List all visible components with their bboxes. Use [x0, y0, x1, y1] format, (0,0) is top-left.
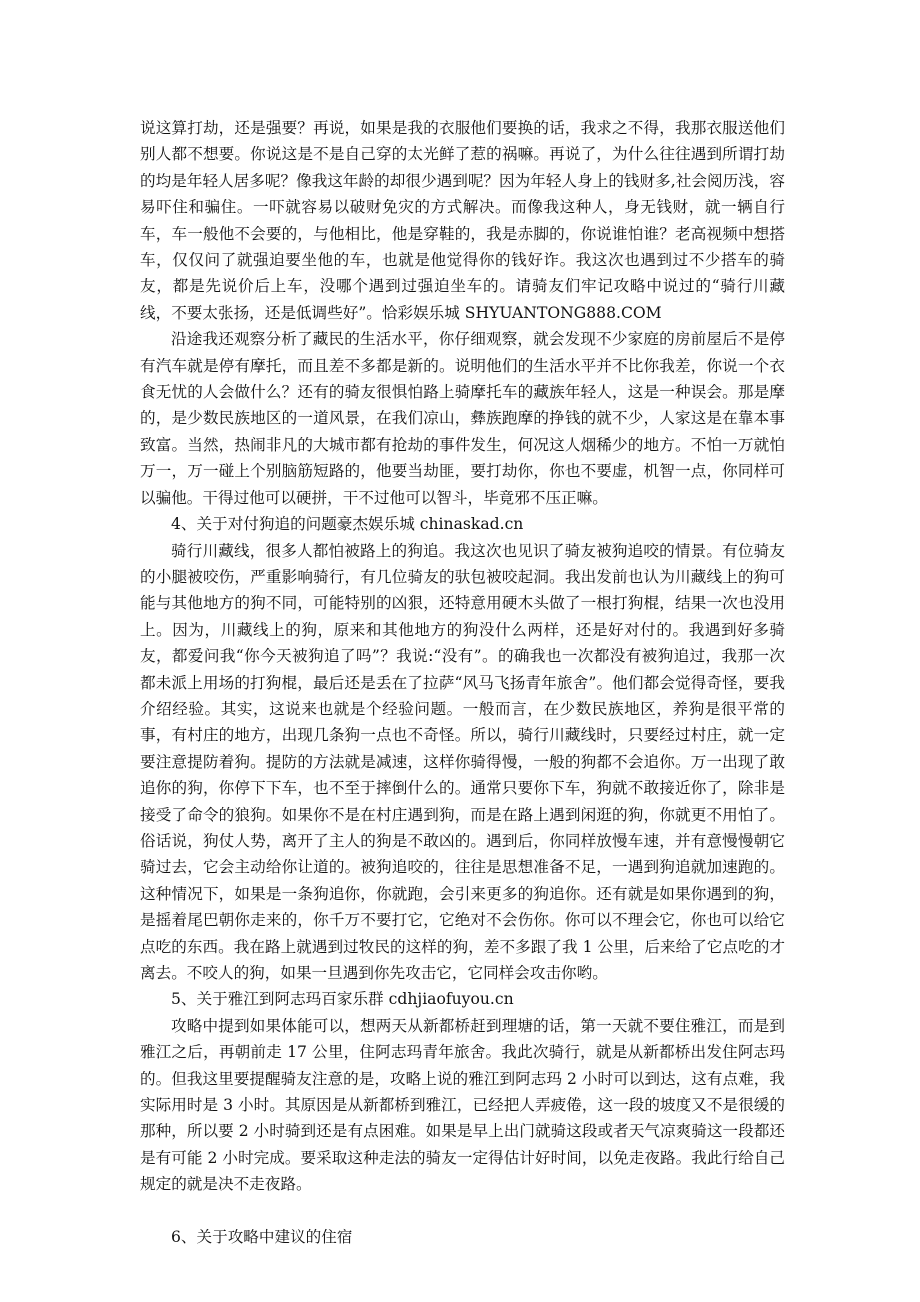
section-heading-5-yajiang-azhima: 5、关于雅江到阿志玛百家乐群 cdhjiaofuyou.cn	[171, 990, 514, 1009]
paragraph-dog-chasing-advice: 骑行川藏线，很多人都怕被路上的狗追。我这次也见识了骑友被狗追咬的情景。有位骑友的小腿被咬伤，严重影响骑行，有几位骑友的驮包被咬起洞。我出发前也认为川藏线上的狗可能与其他地方的狗不同，可能特别的凶狠，还特意用硬木头做了一根打狗棍，结果一次也没用上。因为，川藏线上的狗，原来和其他地方的狗没什么两样，还是好对付的。我遇到好多骑友，都爱问我“你今天被狗追了吗”？我说:“没有”。的确我也一次都没有被狗追过，我那一次都未派上用场的打狗棍，最后还是丢在了拉萨“风马飞扬青年旅舍”。他们都会觉得奇怪，要我介绍经验。其实，这说来也就是个经验问题。一般而言，在少数民族地区，养狗是很平常的事，有村庄的地方，出现几条狗一点也不奇怪。所以，骑行川藏线时，只要经过村庄，就一定要注意提防着狗。提防的方法就是减速，这样你骑得慢，一般的狗都不会追你。万一出现了敢追你的狗，你停下下车，也不至于摔倒什么的。通常只要你下车，狗就不敢接近你了，除非是接受了命令的狼狗。如果你不是在村庄遇到狗，而是在路上遇到闲逛的狗，你就更不用怕了。俗话说，狗仗人势，离开了主人的狗是不敢凶的。遇到后，你同样放慢车速，并有意慢慢朝它骑过去，它会主动给你让道的。被狗追咬的，往往是思想准备不足，一遇到狗追就加速跑的。这种情况下，如果是一条狗追你，你就跑，会引来更多的狗追你。还有就是如果你遇到的狗，是摇着尾巴朝你走来的，你千万不要打它，它绝对不会伤你。你可以不理会它，你也可以给它点吃的东西。我在路上就遇到过牧民的这样的狗，差不多跟了我 1 公里，后来给了它点吃的才离去。不咬人的狗，如果一旦遇到你先攻击它，它同样会攻击你哟。	[140, 541, 785, 982]
document-page	[140, 115, 785, 1250]
paragraph-robbery-discussion: 说这算打劫，还是强要？再说，如果是我的衣服他们要换的话，我求之不得，我那衣服送他们别人都不想要。你说这是不是自己穿的太光鲜了惹的祸嘛。再说了，为什么往往遇到所谓打劫的均是年轻人居多呢？像我这年龄的却很少遇到呢？因为年轻人身上的钱财多,社会阅历浅，容易吓住和骗住。一吓就容易以破财免灾的方式解决。而像我这种人，身无钱财，就一辆自行车，车一般他不会要的，与他相比，他是穿鞋的，我是赤脚的，你说谁怕谁？老高视频中想搭车，仅仅问了就强迫要坐他的车，也就是他觉得你的钱好诈。我这次也遇到过不少搭车的骑友，都是先说价后上车，没哪个遇到过强迫坐车的。请骑友们牢记攻略中说过的“骑行川藏线，不要太张扬，还是低调些好”。恰彩娱乐城 SHYUANTONG888.COM	[140, 119, 785, 322]
paragraph-spacer	[140, 1198, 785, 1224]
section-heading-4-dog-chasing: 4、关于对付狗追的问题豪杰娱乐城 chinaskad.cn	[171, 515, 524, 534]
paragraph-tibetan-living-standard: 沿途我还观察分析了藏民的生活水平，你仔细观察，就会发现不少家庭的房前屋后不是停有汽车就是停有摩托，而且差不多都是新的。说明他们的生活水平并不比你我差，你说一个衣食无忧的人会做什么？还有的骑友很惧怕路上骑摩托车的藏族年轻人，这是一种误会。那是摩的，是少数民族地区的一道风景，在我们凉山，彝族跑摩的挣钱的就不少，人家这是在靠本事致富。当然，热闹非凡的大城市都有抢劫的事件发生，何况这人烟稀少的地方。不怕一万就怕万一，万一碰上个别脑筋短路的，他要当劫匪，要打劫你，你也不要虚，机智一点，你同样可以骗他。干得过他可以硬拼，干不过他可以智斗，毕竟邪不压正嘛。	[140, 330, 785, 507]
section-heading-6-accommodation: 6、关于攻略中建议的住宿	[171, 1227, 353, 1246]
paragraph-yajiang-azhima-route: 攻略中提到如果体能可以，想两天从新都桥赶到理塘的话，第一天就不要住雅江，而是到雅江之后，再朝前走 17 公里，住阿志玛青年旅舍。我此次骑行，就是从新都桥出发住阿志玛的。但我这里要提醒骑友注意的是，攻略上说的雅江到阿志玛 2 小时可以到达，这有点难，我实际用时是 3 小时。其原因是从新都桥到雅江，已经把人弄疲倦，这一段的坡度又不是很缓的那种，所以要 2 小时骑到还是有点困难。如果是早上出门就骑这段或者天气凉爽骑这一段都还是有可能 2 小时完成。要采取这种走法的骑友一定得估计好时间，以免走夜路。我此行给自己规定的就是决不走夜路。	[140, 1016, 785, 1194]
